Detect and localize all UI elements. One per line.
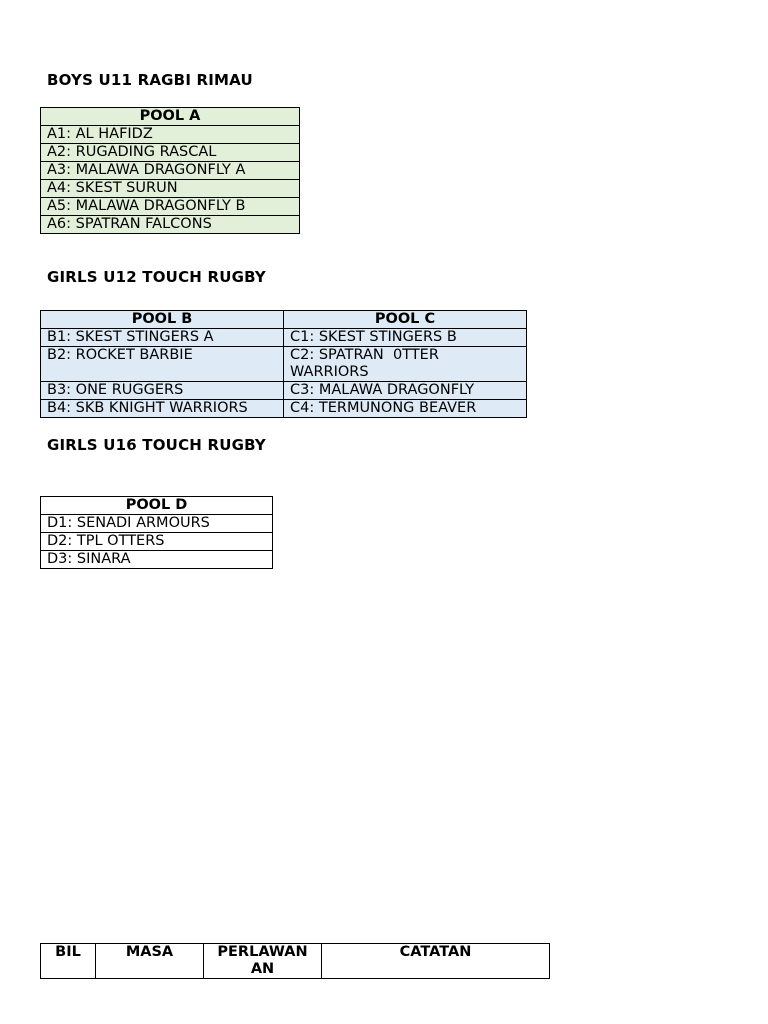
pool-a-team: A5: MALAWA DRAGONFLY B (41, 198, 300, 216)
pool-a-header: POOL A (41, 108, 300, 126)
pool-a-team: A3: MALAWA DRAGONFLY A (41, 162, 300, 180)
pool-c-team: C4: TERMUNONG BEAVER (284, 400, 527, 418)
schedule-header-masa: MASA (96, 944, 204, 979)
schedule-header-bil: BIL (41, 944, 96, 979)
pool-a-team: A1: AL HAFIDZ (41, 126, 300, 144)
pool-b-team: B2: ROCKET BARBIE (41, 347, 284, 382)
pool-bc-table (40, 310, 527, 418)
pool-a-team: A2: RUGADING RASCAL (41, 144, 300, 162)
pool-c-team: C2: SPATRAN 0TTER WARRIORS (284, 347, 527, 382)
section-title-boys-u11: BOYS U11 RAGBI RIMAU (47, 71, 253, 89)
pool-d-header: POOL D (41, 497, 273, 515)
pool-a-team: A6: SPATRAN FALCONS (41, 216, 300, 234)
pool-c-team: C3: MALAWA DRAGONFLY (284, 382, 527, 400)
pool-b-team: B3: ONE RUGGERS (41, 382, 284, 400)
pool-b-team: B4: SKB KNIGHT WARRIORS (41, 400, 284, 418)
pool-d-table (40, 496, 273, 569)
schedule-header-perlawanan: PERLAWAN AN (204, 944, 322, 979)
pool-d-team: D1: SENADI ARMOURS (41, 515, 273, 533)
pool-a-team: A4: SKEST SURUN (41, 180, 300, 198)
pool-d-team: D3: SINARA (41, 551, 273, 569)
pool-b-header: POOL B (41, 311, 284, 329)
section-title-girls-u12: GIRLS U12 TOUCH RUGBY (47, 268, 266, 286)
pool-b-team: B1: SKEST STINGERS A (41, 329, 284, 347)
pool-c-header: POOL C (284, 311, 527, 329)
schedule-header-catatan: CATATAN (322, 944, 550, 979)
pool-d-team: D2: TPL OTTERS (41, 533, 273, 551)
section-title-girls-u16: GIRLS U16 TOUCH RUGBY (47, 436, 266, 454)
pool-c-team: C1: SKEST STINGERS B (284, 329, 527, 347)
schedule-table (40, 943, 550, 979)
pool-a-table (40, 107, 300, 234)
